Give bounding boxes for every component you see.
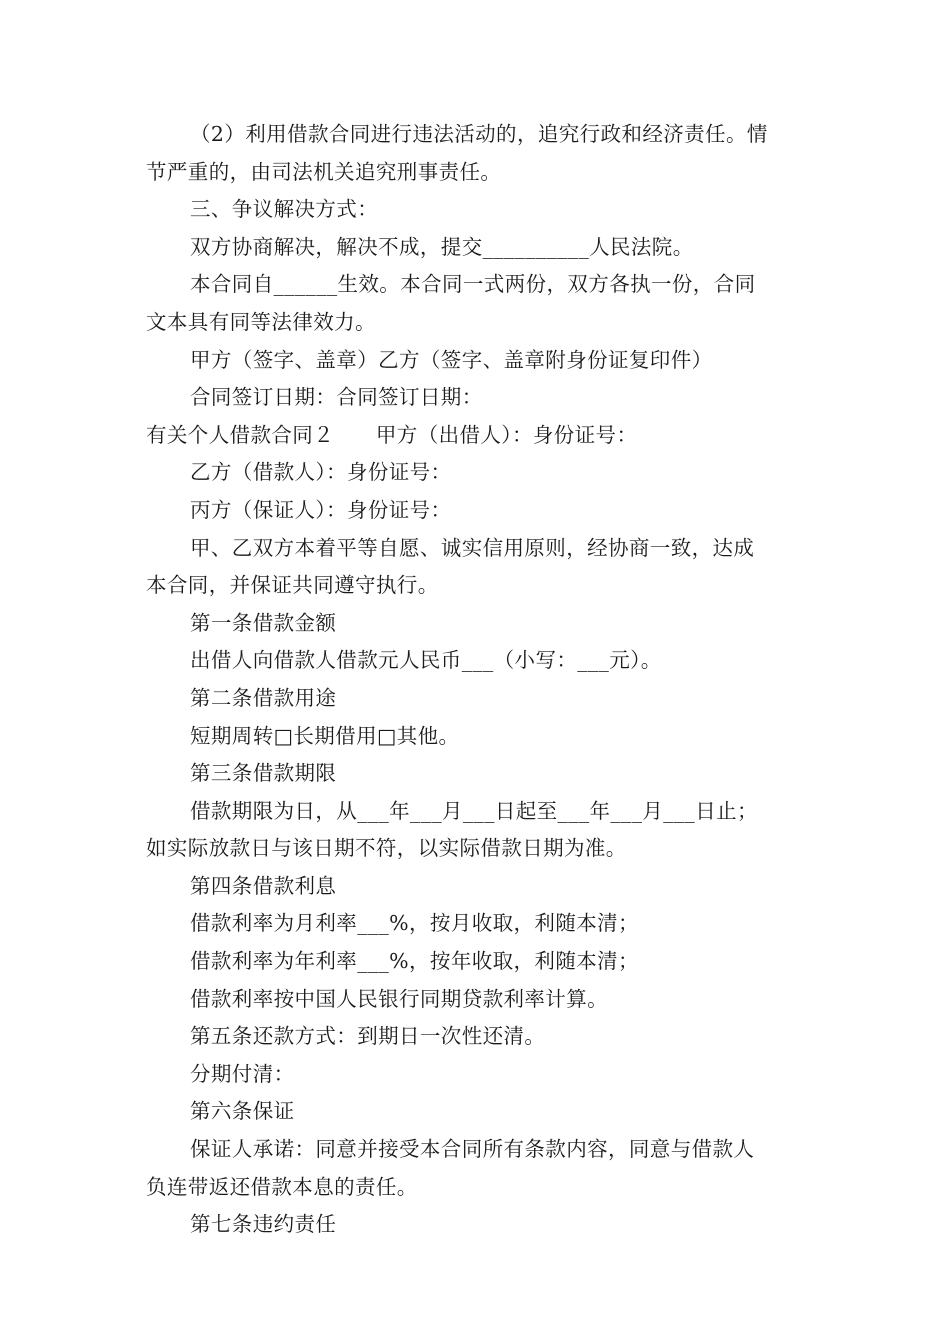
paragraph-line: （2）利用借款合同进行违法活动的，追究行政和经济责任。情 (190, 122, 768, 146)
paragraph-line: 甲、乙双方本着平等自愿、诚实信用原则，经协商一致，达成 (190, 535, 755, 560)
article-heading: 第二条借款用途 (190, 685, 337, 710)
paragraph-line: 如实际放款日与该日期不符，以实际借款日期为准。 (146, 836, 627, 861)
article-heading: 第七条违约责任 (190, 1212, 337, 1237)
paragraph-line: 文本具有同等法律效力。 (146, 309, 376, 334)
paragraph-line: 出借人向借款人借款元人民币___（小写：___元）。 (190, 648, 662, 673)
contract-title-line: 有关个人借款合同２ 甲方（出借人）：身份证号： (146, 422, 638, 447)
article-heading: 第一条借款金额 (190, 610, 337, 635)
document-body (146, 116, 808, 1244)
paragraph-line: 借款利率为年利率___%，按年收取，利随本清； (190, 949, 639, 974)
paragraph-line: 双方协商解决，解决不成，提交__________人民法院。 (190, 234, 694, 259)
party-line: 乙方（借款人）：身份证号： (190, 460, 452, 485)
paragraph-line: 借款利率按中国人民银行同期贷款利率计算。 (190, 986, 608, 1011)
article-heading: 第六条保证 (190, 1099, 295, 1124)
section-heading: 三、争议解决方式： (190, 197, 379, 222)
paragraph-line: 分期付清： (190, 1061, 295, 1086)
article-heading: 第五条还款方式：到期日一次性还清。 (190, 1024, 546, 1049)
article-heading: 第四条借款利息 (190, 873, 337, 898)
paragraph-line: 短期周转□长期借用□其他。 (190, 723, 460, 748)
party-line: 丙方（保证人）：身份证号： (190, 497, 452, 522)
paragraph-line: 负连带返还借款本息的责任。 (146, 1174, 418, 1199)
paragraph-line: 借款期限为日，从___年___月___日起至___年___月___日止； (190, 798, 758, 823)
paragraph-line: 本合同自______生效。本合同一式两份，双方各执一份，合同 (190, 272, 756, 297)
signature-line: 甲方（签字、盖章）乙方（签字、盖章附身份证复印件） (190, 347, 713, 372)
paragraph-line: 本合同，并保证共同遵守执行。 (146, 573, 439, 598)
paragraph-line: 借款利率为月利率___%，按月收取，利随本清； (190, 911, 639, 936)
article-heading: 第三条借款期限 (190, 761, 337, 786)
paragraph-line: 节严重的，由司法机关追究刑事责任。 (146, 159, 502, 184)
signing-date-line: 合同签订日期：合同签订日期： (190, 385, 483, 410)
paragraph-line: 保证人承诺：同意并接受本合同所有条款内容，同意与借款人 (190, 1137, 755, 1162)
